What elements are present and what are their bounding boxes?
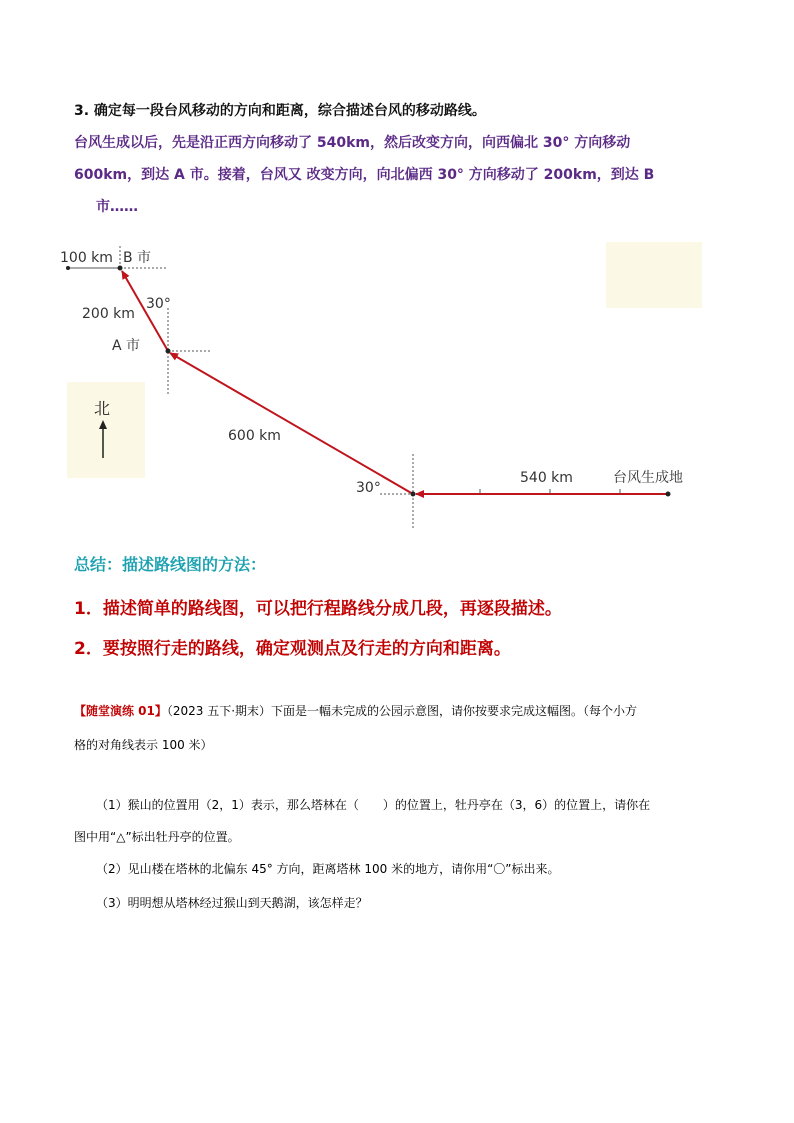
point-b <box>118 266 123 271</box>
summary-title: 总结：描述路线图的方法： <box>74 555 267 574</box>
exercise-q1-line-2: 图中用“△”标出牡丹亭的位置。 <box>74 830 240 844</box>
label-540km: 540 km <box>520 470 573 486</box>
summary-point-2: 2．要按照行走的路线，确定观测点及行走的方向和距离。 <box>74 639 511 659</box>
typhoon-route-diagram <box>0 230 794 530</box>
exercise-q1-line-1: （1）猴山的位置用（2，1）表示，那么塔林在（ ）的位置上，牡丹亭在（3，6）的位置上，请你在 <box>96 798 651 812</box>
answer-line-1: 台风生成以后，先是沿正西方向移动了 540km，然后改变方向，向西偏北 30° 方向移动 <box>74 135 631 151</box>
label-200km: 200 km <box>82 306 135 322</box>
point-origin <box>666 492 671 497</box>
label-600km: 600 km <box>228 428 281 444</box>
label-100km: 100 km <box>60 250 113 266</box>
compass-panel <box>67 382 145 478</box>
label-30-bottom: 30° <box>356 480 381 496</box>
exercise-tag: 【随堂演练 01】 <box>74 704 167 718</box>
point-turn <box>411 492 416 497</box>
exercise-q2: （2）见山楼在塔林的北偏东 45° 方向，距离塔林 100 米的地方，请你用“〇”标出来。 <box>96 862 560 876</box>
route-600km <box>170 353 413 494</box>
point-a <box>166 349 171 354</box>
exercise-intro-2: 格的对角线表示 100 米） <box>74 738 213 752</box>
answer-line-3: 市…… <box>96 199 138 215</box>
label-30-top: 30° <box>146 296 171 312</box>
answer-line-2: 600km，到达 A 市。接着，台风又 改变方向，向北偏西 30° 方向移动了 200km，到达 B <box>74 167 655 183</box>
label-b-city: B 市 <box>123 250 152 266</box>
question-title: 3. 确定每一段台风移动的方向和距离，综合描述台风的移动路线。 <box>74 103 486 119</box>
exercise-intro-1: （2023 五下·期末）下面是一幅未完成的公园示意图，请你按要求完成这幅图。（每个小方 <box>166 704 638 718</box>
summary-point-1: 1．描述简单的路线图，可以把行程路线分成几段，再逐段描述。 <box>74 599 562 619</box>
label-north: 北 <box>94 399 111 418</box>
label-a-city: A 市 <box>112 338 141 354</box>
blank-panel <box>606 242 702 308</box>
label-origin: 台风生成地 <box>613 470 683 486</box>
exercise-q3: （3）明明想从塔林经过猴山到天鹅湖，该怎样走？ <box>96 896 368 910</box>
scale-dot <box>66 266 70 270</box>
exercise-header <box>74 702 637 719</box>
